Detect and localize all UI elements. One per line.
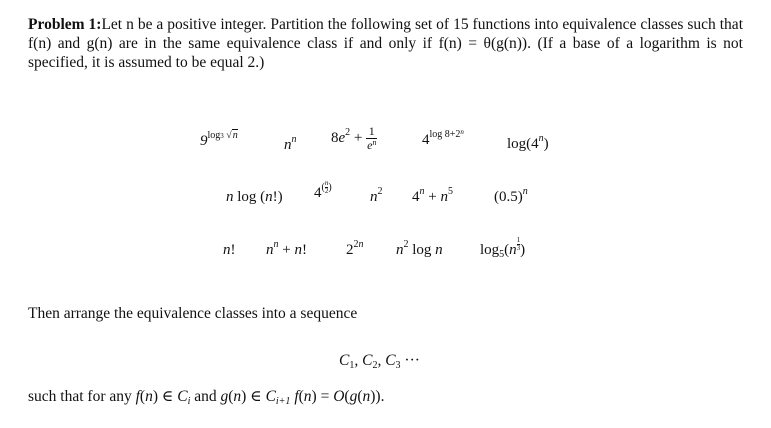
function-4n-plus-n5: $4^n + n^5$ [412, 186, 453, 205]
function-n2-log-n: $n^2$ log n [396, 239, 443, 258]
function-log5-n-third: $\log_5(n$ $^{\frac{1}{3}}$ ) [480, 235, 526, 260]
function-nn-plus-n-factorial: $n^n + n$! [266, 239, 307, 258]
function-2-to-2n: $2^{2n}$ [346, 239, 364, 258]
condition-text: such that for any f(n) ∈ Ci and g(n) ∈ Ci+1 f(n) = O(g(n)). [28, 388, 385, 407]
sequence-expression: C1, C2, C3 ··· [339, 352, 420, 371]
problem-statement [28, 15, 743, 72]
function-n-factorial: n! [223, 242, 236, 258]
function-n-to-n: $n^n$ [284, 134, 297, 153]
function-4-log8-plus-2n: $4^{log 8+2^n}$ [422, 128, 464, 148]
arrange-text: Then arrange the equivalence classes into a sequence [28, 305, 358, 322]
function-4-n-over-2: $4^{( \frac{n}{2} )}$ [314, 178, 332, 201]
function-half-to-n: $(0.5)^n$ [494, 186, 528, 205]
problem-text: Let n be a positive integer. Partition the following set of 15 functions into equivalence classes such that f(n) and g(n) are in the same equivalence class if and only if f(n) = θ(g(n)). (If a base of a logarithm is not specified, it is assumed to be equal 2.) [28, 16, 743, 71]
function-8e2-plus-1-over-en: $8e^2$ + $\frac{1}{e^n}$ [331, 124, 377, 153]
function-9-log3-sqrt-n: $9^{log3 √n}$ [200, 130, 238, 149]
function-n-squared: $n^2$ [370, 186, 383, 205]
function-n-log-n-factorial: n log (n!) [226, 189, 283, 205]
problem-label: Problem 1: [28, 16, 102, 33]
function-log-4n: log(4$^n$) [507, 133, 549, 152]
